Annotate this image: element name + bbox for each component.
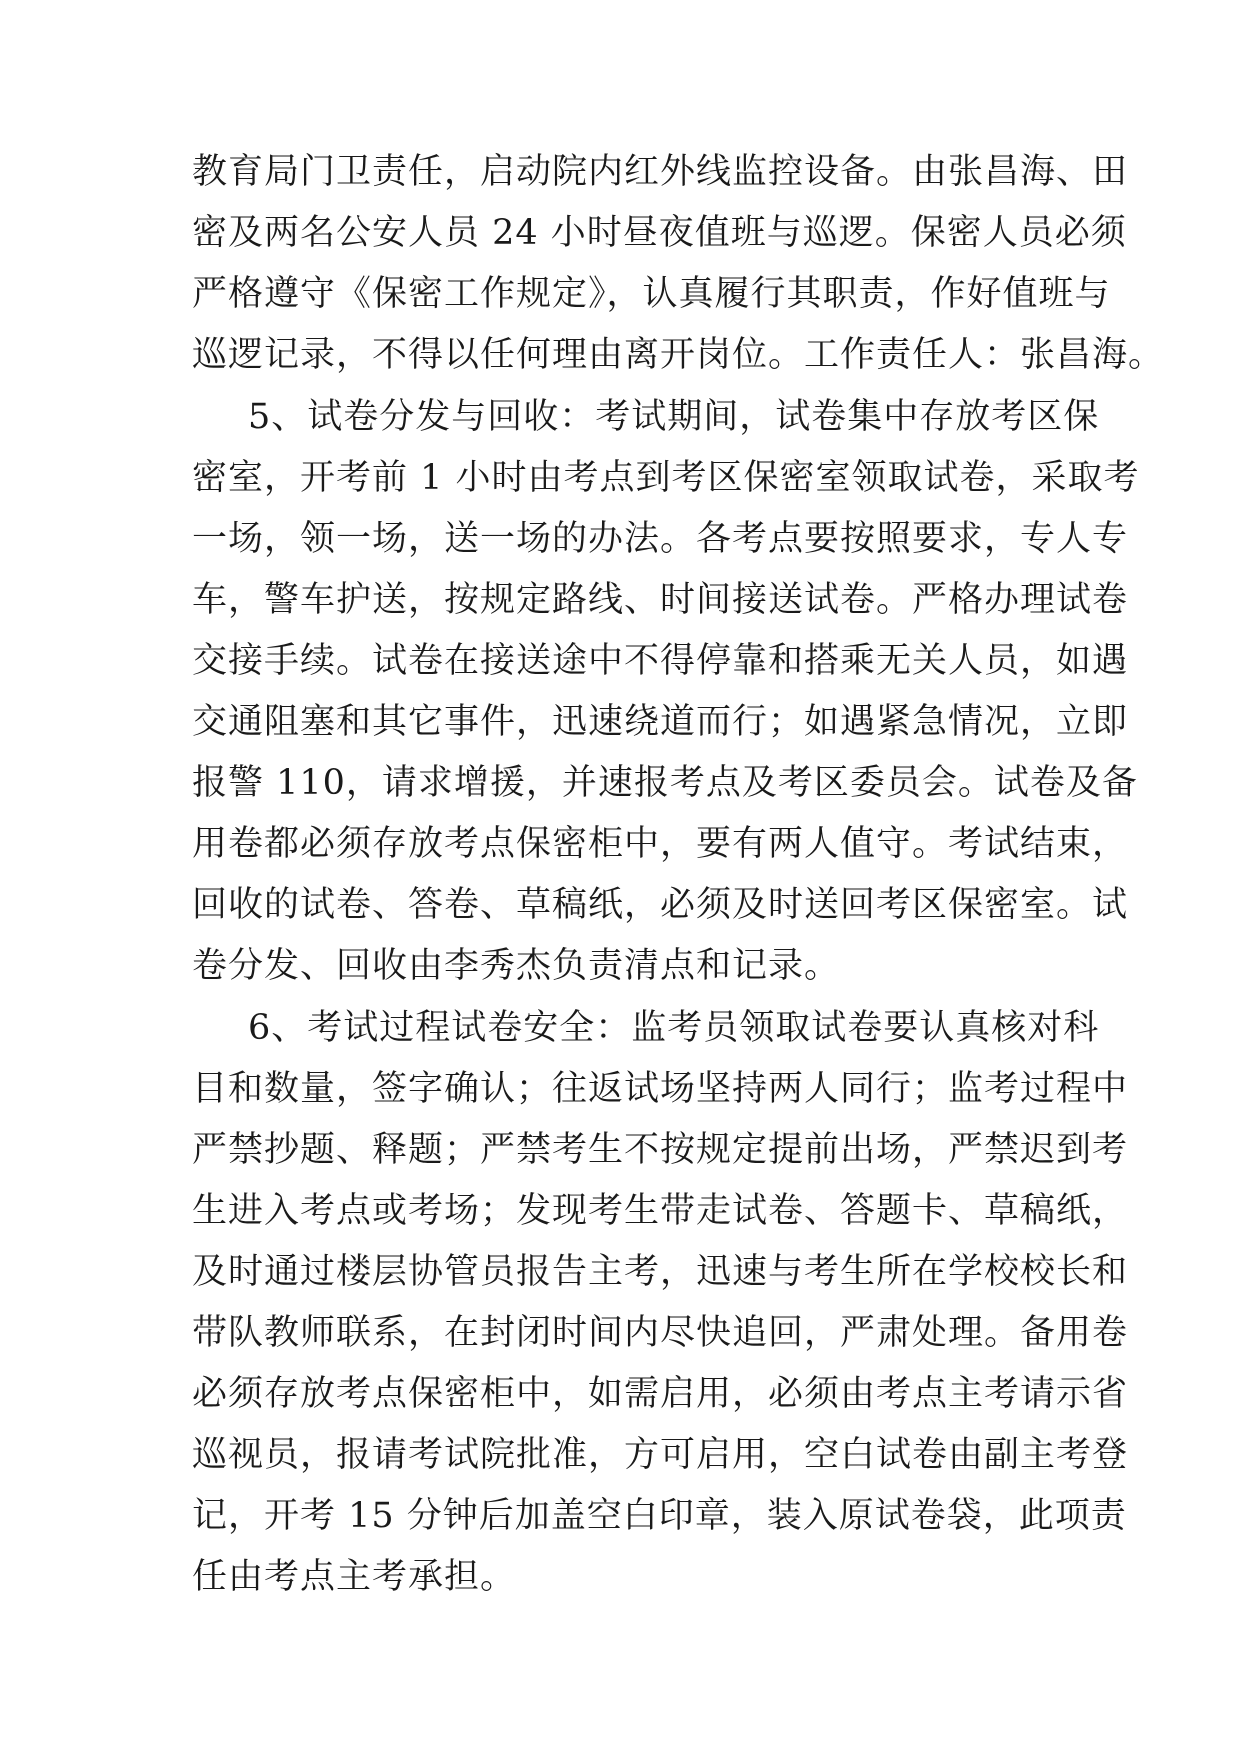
text-line: 交通阻塞和其它事件，迅速绕道而行；如遇紧急情况，立即: [192, 702, 1129, 742]
text-line: 回收的试卷、答卷、草稿纸，必须及时送回考区保密室。试: [192, 885, 1129, 925]
text-line: 巡视员，报请考试院批准，方可启用，空白试卷由副主考登: [192, 1435, 1129, 1475]
text-line: 用卷都必须存放考点保密柜中，要有两人值守。考试结束，: [192, 824, 1129, 864]
text-line: 密及两名公安人员 24 小时昼夜值班与巡逻。保密人员必须: [192, 213, 1127, 253]
text-line: 车，警车护送，按规定路线、时间接送试卷。严格办理试卷: [192, 580, 1129, 620]
text-line: 生进入考点或考场；发现考生带走试卷、答题卡、草稿纸，: [192, 1191, 1129, 1231]
text-line: 教育局门卫责任，启动院内红外线监控设备。由张昌海、田: [192, 152, 1129, 192]
text-line: 及时通过楼层协管员报告主考，迅速与考生所在学校校长和: [192, 1252, 1129, 1292]
text-line: 报警 110，请求增援，并速报考点及考区委员会。试卷及备: [192, 763, 1138, 803]
paragraph-6-first-line: 6、考试过程试卷安全：监考员领取试卷要认真核对科: [248, 1008, 1100, 1048]
paragraph-5-first-line: 5、试卷分发与回收：考试期间，试卷集中存放考区保: [248, 397, 1100, 437]
text-line: 目和数量，签字确认；往返试场坚持两人同行；监考过程中: [192, 1069, 1129, 1109]
text-line: 任由考点主考承担。: [192, 1557, 517, 1597]
text-line: 必须存放考点保密柜中，如需启用，必须由考点主考请示省: [192, 1374, 1129, 1414]
text-line: 交接手续。试卷在接送途中不得停靠和搭乘无关人员，如遇: [192, 641, 1129, 681]
text-line: 一场，领一场，送一场的办法。各考点要按照要求，专人专: [192, 519, 1129, 559]
text-line: 巡逻记录，不得以任何理由离开岗位。工作责任人：张昌海。: [192, 335, 1165, 375]
text-line: 带队教师联系，在封闭时间内尽快追回，严肃处理。备用卷: [192, 1313, 1129, 1353]
text-line: 记，开考 15 分钟后加盖空白印章，装入原试卷袋，此项责: [192, 1496, 1127, 1536]
text-line: 严禁抄题、释题；严禁考生不按规定提前出场，严禁迟到考: [192, 1130, 1129, 1170]
text-line: 卷分发、回收由李秀杰负责清点和记录。: [192, 946, 841, 986]
text-line: 密室，开考前 1 小时由考点到考区保密室领取试卷，采取考: [192, 458, 1140, 498]
text-line: 严格遵守《保密工作规定》，认真履行其职责，作好值班与: [192, 274, 1111, 314]
